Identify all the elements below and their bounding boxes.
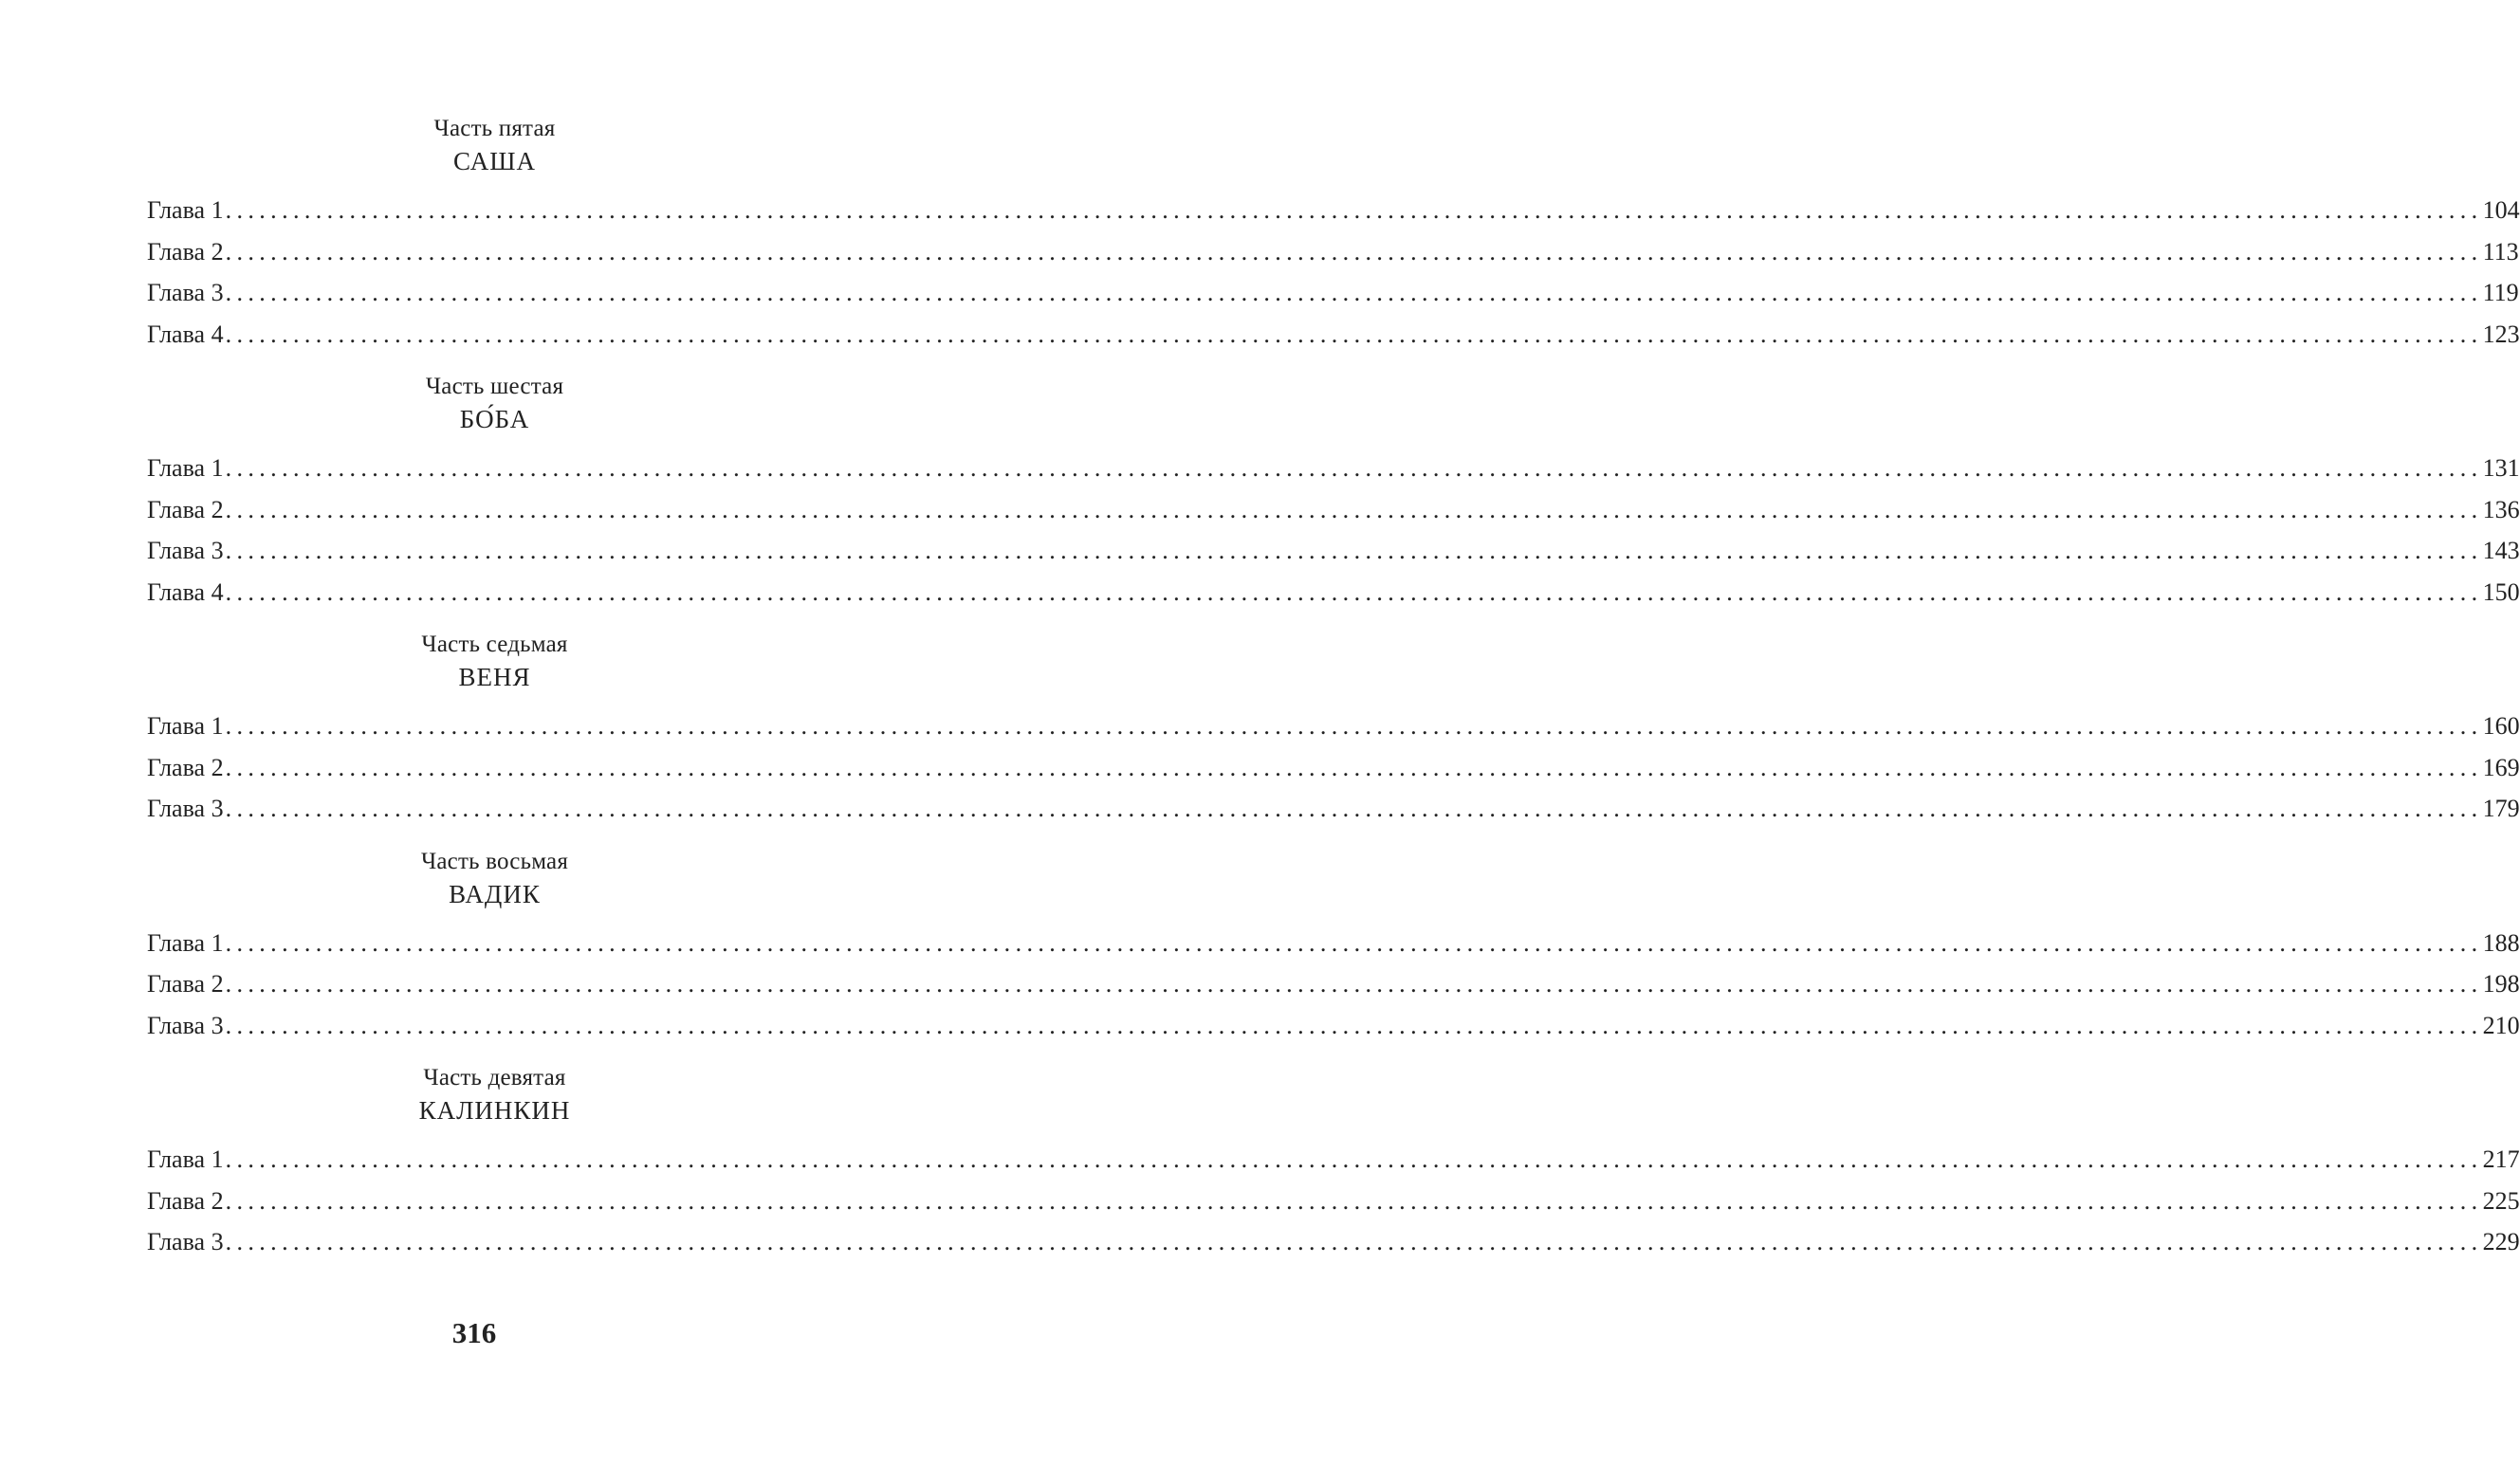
part-label: Часть девятая xyxy=(423,1065,566,1090)
chapter-label: Глава 3 xyxy=(147,537,224,564)
chapter-page-number: 225 xyxy=(2482,1186,2520,1215)
chapter-page-number: 150 xyxy=(2482,577,2520,606)
part-title: САША xyxy=(453,147,536,175)
chapter-label: Глава 1 xyxy=(147,712,224,740)
chapter-page-number: 169 xyxy=(2482,753,2520,781)
chapter-label: Глава 1 xyxy=(147,454,224,482)
toc-entry xyxy=(147,963,2520,1005)
chapter-label: Глава 4 xyxy=(147,320,224,348)
chapter-page-number: 217 xyxy=(2482,1145,2520,1173)
part-title: ВАДИК xyxy=(449,879,541,908)
dot-leader: ........................................................................................................................................................................................................ xyxy=(225,795,2483,822)
toc-entry xyxy=(147,314,2520,356)
toc-entry xyxy=(147,489,2520,531)
chapter-label: Глава 3 xyxy=(147,1228,224,1255)
part-block xyxy=(147,630,2520,830)
part-label: Часть шестая xyxy=(425,374,564,399)
dot-leader: ........................................................................................................................................................................................................ xyxy=(225,237,2483,266)
dot-leader: ........................................................................................................................................................................................................ xyxy=(225,1011,2483,1039)
dot-leader: ........................................................................................................................................................................................................ xyxy=(225,970,2483,998)
chapter-page-number: 131 xyxy=(2482,454,2520,482)
part-title: ВЕНЯ xyxy=(458,663,531,691)
chapter-label: Глава 3 xyxy=(147,279,224,306)
toc-entry xyxy=(147,747,2520,789)
chapter-label: Глава 2 xyxy=(147,1186,224,1215)
dot-leader: ........................................................................................................................................................................................................ xyxy=(225,1228,2483,1255)
chapter-page-number: 160 xyxy=(2482,712,2520,740)
page-number: 316 xyxy=(451,1316,497,1349)
toc-entry xyxy=(147,923,2520,964)
part-block xyxy=(147,114,2520,355)
chapter-label: Глава 1 xyxy=(147,928,224,957)
chapter-label: Глава 4 xyxy=(147,577,224,606)
chapter-page-number: 179 xyxy=(2482,795,2520,822)
dot-leader: ........................................................................................................................................................................................................ xyxy=(225,279,2483,306)
part-block xyxy=(147,372,2520,613)
toc-entry xyxy=(147,1221,2520,1263)
chapter-page-number: 143 xyxy=(2482,537,2520,564)
chapter-label: Глава 3 xyxy=(147,795,224,822)
toc-entry xyxy=(147,705,2520,747)
part-label: Часть восьмая xyxy=(420,848,569,874)
toc-entry xyxy=(147,1139,2520,1181)
part-block xyxy=(147,1063,2520,1263)
dot-leader: ........................................................................................................................................................................................................ xyxy=(225,454,2483,482)
dot-leader: ........................................................................................................................................................................................................ xyxy=(225,495,2483,523)
dot-leader: ........................................................................................................................................................................................................ xyxy=(225,577,2483,606)
chapter-label: Глава 2 xyxy=(147,753,224,781)
part-title: БО́БА xyxy=(459,405,530,433)
chapter-page-number: 188 xyxy=(2482,928,2520,957)
chapter-label: Глава 2 xyxy=(147,237,224,266)
chapter-label: Глава 3 xyxy=(147,1011,224,1039)
chapter-label: Глава 1 xyxy=(147,196,224,224)
dot-leader: ........................................................................................................................................................................................................ xyxy=(225,712,2483,740)
chapter-page-number: 123 xyxy=(2482,320,2520,348)
toc-entry xyxy=(147,272,2519,314)
toc-entry xyxy=(147,231,2519,273)
toc-entry xyxy=(147,1005,2520,1047)
toc-entry xyxy=(147,788,2520,830)
part-label: Часть пятая xyxy=(433,116,556,141)
chapter-label: Глава 2 xyxy=(147,495,224,523)
dot-leader: ........................................................................................................................................................................................................ xyxy=(225,928,2483,957)
dot-leader: ........................................................................................................................................................................................................ xyxy=(225,753,2483,781)
toc-entry xyxy=(147,530,2520,572)
toc-entry xyxy=(147,1181,2520,1222)
chapter-page-number: 210 xyxy=(2482,1011,2520,1039)
part-label: Часть седьмая xyxy=(421,632,568,657)
dot-leader: ........................................................................................................................................................................................................ xyxy=(225,1186,2483,1215)
dot-leader: ........................................................................................................................................................................................................ xyxy=(225,1145,2483,1173)
toc-entry xyxy=(147,572,2520,614)
dot-leader: ........................................................................................................................................................................................................ xyxy=(225,320,2483,348)
chapter-page-number: 198 xyxy=(2482,970,2520,998)
chapter-page-number: 229 xyxy=(2482,1228,2520,1255)
chapter-page-number: 119 xyxy=(2482,279,2519,306)
table-of-contents xyxy=(147,114,2520,1280)
chapter-page-number: 104 xyxy=(2482,196,2520,224)
chapter-page-number: 136 xyxy=(2482,495,2520,523)
part-title: КАЛИНКИН xyxy=(418,1096,571,1125)
part-block xyxy=(147,847,2520,1047)
toc-entry xyxy=(147,448,2520,489)
chapter-label: Глава 2 xyxy=(147,970,224,998)
dot-leader: ........................................................................................................................................................................................................ xyxy=(225,196,2483,224)
chapter-page-number: 113 xyxy=(2482,237,2519,266)
chapter-label: Глава 1 xyxy=(147,1145,224,1173)
toc-entry xyxy=(147,190,2520,231)
dot-leader: ........................................................................................................................................................................................................ xyxy=(225,537,2483,564)
